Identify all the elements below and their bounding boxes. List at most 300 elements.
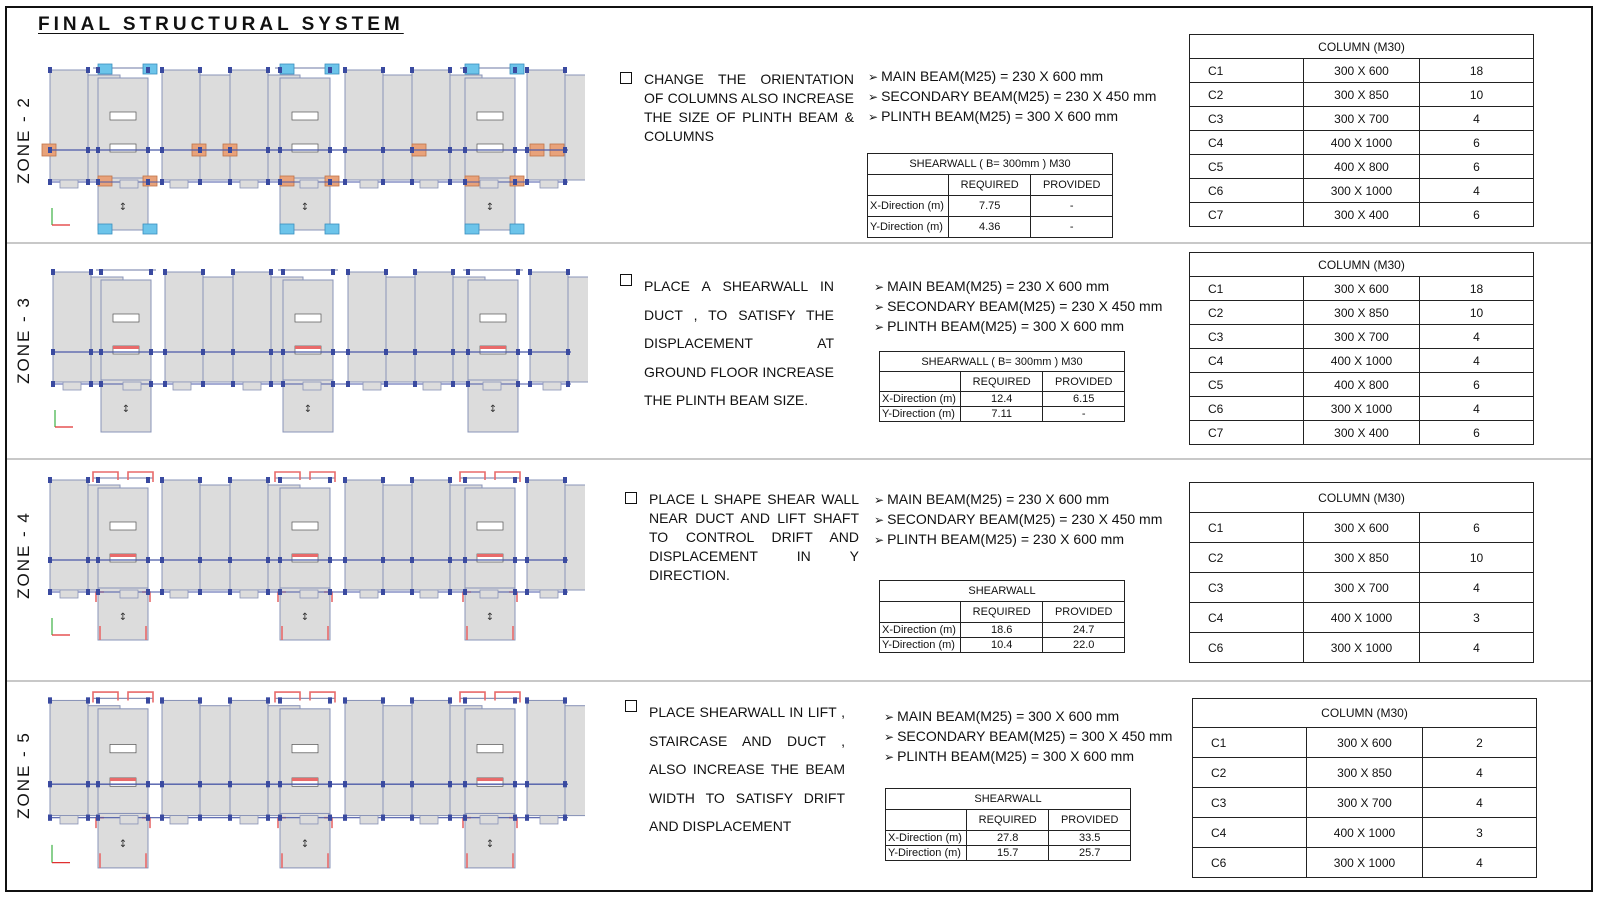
plan-step xyxy=(540,590,558,598)
plan-column xyxy=(48,179,52,185)
plan-column xyxy=(281,269,285,275)
plan-room xyxy=(565,706,585,816)
column-name: C1 xyxy=(1190,59,1304,83)
x-required-value: 27.8 xyxy=(967,831,1049,846)
plan-column xyxy=(513,477,517,483)
plan-column xyxy=(96,557,100,563)
column-name: C5 xyxy=(1190,155,1304,179)
plan-step xyxy=(300,180,318,188)
plan-column xyxy=(328,697,332,703)
plan-column xyxy=(266,477,270,483)
plan-room xyxy=(415,272,453,382)
plan-column xyxy=(48,67,52,73)
plan-column xyxy=(278,815,282,821)
plan-column xyxy=(160,477,164,483)
shear-wall-mark xyxy=(292,778,318,781)
plan-duct xyxy=(110,744,136,752)
plan-column xyxy=(513,815,517,821)
plan-core xyxy=(98,488,148,588)
plan-column xyxy=(343,67,347,73)
column-size: 300 X 700 xyxy=(1307,788,1423,818)
plan-column xyxy=(278,147,282,153)
note-text: PLACE A SHEARWALL IN DUCT , TO SATISFY THE DISPLACEMENT AT GROUND FLOOR INCREASE THE PLINTH BEAM SIZE. xyxy=(644,278,834,408)
column-table-title: COLUMN (M30) xyxy=(1190,253,1534,277)
plan-column xyxy=(146,589,150,595)
column-size: 300 X 600 xyxy=(1307,728,1423,758)
shear-wall-mark xyxy=(275,472,335,482)
plan-column xyxy=(86,477,90,483)
plan-column xyxy=(86,147,90,153)
plan-room xyxy=(348,272,386,382)
column-highlight-blue xyxy=(98,224,112,234)
column-highlight-blue xyxy=(98,64,112,74)
x-provided-value: 24.7 xyxy=(1043,623,1125,638)
plinth-beam-size: ➢ PLINTH BEAM(M25) = 300 X 600 mm xyxy=(884,747,1172,767)
column-count: 4 xyxy=(1420,107,1534,131)
plan-column xyxy=(266,815,270,821)
plan-column xyxy=(163,381,167,387)
note-text: CHANGE THE ORIENTATION OF COLUMNS ALSO INCREASE THE SIZE OF PLINTH BEAM & COLUMNS xyxy=(644,71,854,144)
plan-room xyxy=(50,700,88,815)
plan-column xyxy=(228,557,232,563)
plan-room xyxy=(162,70,200,180)
column-size: 300 X 850 xyxy=(1304,301,1420,325)
plan-column xyxy=(146,147,150,153)
plan-room xyxy=(568,277,588,382)
plan-column xyxy=(146,781,150,787)
plan-duct xyxy=(292,144,318,152)
plan-column xyxy=(331,381,335,387)
plan-column xyxy=(266,179,270,185)
plinth-beam-size: ➢ PLINTH BEAM(M25) = 230 X 600 mm xyxy=(874,530,1162,550)
plan-column xyxy=(466,381,470,387)
plan-column xyxy=(343,589,347,595)
plan-step xyxy=(423,382,441,390)
plan-step xyxy=(483,382,501,390)
plan-room xyxy=(412,700,450,815)
plan-room xyxy=(383,75,415,180)
column-name: C4 xyxy=(1190,131,1304,155)
plan-column xyxy=(513,589,517,595)
plan-column xyxy=(466,269,470,275)
plan-column xyxy=(231,349,235,355)
plan-column xyxy=(410,477,414,483)
plan-column xyxy=(463,477,467,483)
plan-step xyxy=(303,382,321,390)
x-direction-label: X-Direction (m) xyxy=(880,623,961,638)
plan-room xyxy=(530,272,568,382)
shear-wall-mark xyxy=(460,692,520,702)
empty-header-cell xyxy=(886,810,967,831)
plan-step xyxy=(120,590,138,598)
shearwall-table xyxy=(885,788,1131,861)
column-size: 300 X 1000 xyxy=(1304,397,1420,421)
checkbox-bullet-icon xyxy=(620,72,632,84)
plan-column xyxy=(96,147,100,153)
zone-separator xyxy=(7,680,1591,682)
plan-column xyxy=(525,589,529,595)
plan-room xyxy=(200,485,232,590)
required-header: REQUIRED xyxy=(949,175,1031,196)
plan-column xyxy=(343,477,347,483)
plan-column xyxy=(563,697,567,703)
column-count: 4 xyxy=(1420,349,1534,373)
column-count: 4 xyxy=(1423,788,1537,818)
plan-column xyxy=(228,697,232,703)
plan-column xyxy=(525,697,529,703)
x-provided-value: - xyxy=(1031,196,1113,217)
column-table xyxy=(1189,34,1534,227)
plan-column xyxy=(525,147,529,153)
plan-column xyxy=(146,557,150,563)
plan-column xyxy=(343,697,347,703)
column-name: C1 xyxy=(1190,277,1304,301)
y-direction-label: Y-Direction (m) xyxy=(886,846,967,861)
plan-step xyxy=(170,180,188,188)
plan-column xyxy=(563,815,567,821)
plan-column xyxy=(448,67,452,73)
plan-column xyxy=(410,179,414,185)
plan-column xyxy=(160,815,164,821)
column-name: C6 xyxy=(1193,848,1307,878)
plan-column xyxy=(96,781,100,787)
plan-column xyxy=(384,269,388,275)
column-size: 300 X 400 xyxy=(1304,421,1420,445)
plan-column xyxy=(86,815,90,821)
plan-column xyxy=(198,557,202,563)
plan-column xyxy=(463,147,467,153)
plan-column xyxy=(563,781,567,787)
column-name: C4 xyxy=(1190,349,1304,373)
column-highlight-blue xyxy=(280,64,294,74)
plan-room xyxy=(50,70,88,180)
provided-header: PROVIDED xyxy=(1049,810,1131,831)
column-table xyxy=(1189,252,1534,445)
plan-room xyxy=(345,700,383,815)
plan-column xyxy=(266,781,270,787)
plan-column xyxy=(463,815,467,821)
column-size: 300 X 400 xyxy=(1304,203,1420,227)
plan-column xyxy=(384,381,388,387)
y-direction-label: Y-Direction (m) xyxy=(880,407,961,422)
plan-column xyxy=(328,477,332,483)
plan-column xyxy=(448,477,452,483)
x-direction-label: X-Direction (m) xyxy=(880,392,961,407)
column-table xyxy=(1192,698,1537,878)
plan-column xyxy=(448,781,452,787)
column-count: 18 xyxy=(1420,59,1534,83)
plan-column xyxy=(328,781,332,787)
plan-room xyxy=(203,277,235,382)
plan-column xyxy=(525,477,529,483)
column-count: 3 xyxy=(1423,818,1537,848)
plan-column xyxy=(163,349,167,355)
shear-wall-mark xyxy=(110,554,136,557)
plan-column xyxy=(99,349,103,355)
plan-column xyxy=(381,589,385,595)
required-header: REQUIRED xyxy=(961,602,1043,623)
plan-column xyxy=(278,697,282,703)
plan-column xyxy=(228,67,232,73)
column-name: C1 xyxy=(1193,728,1307,758)
plan-room xyxy=(200,706,232,816)
plan-column xyxy=(48,815,52,821)
plan-column xyxy=(89,349,93,355)
plinth-beam-size: ➢ PLINTH BEAM(M25) = 300 X 600 mm xyxy=(868,107,1156,127)
plan-room xyxy=(527,700,565,815)
plan-column xyxy=(99,381,103,387)
plan-step xyxy=(120,816,138,824)
x-required-value: 18.6 xyxy=(961,623,1043,638)
plan-column xyxy=(563,179,567,185)
plan-duct xyxy=(480,314,506,322)
empty-header-cell xyxy=(868,175,949,196)
column-highlight-orange xyxy=(280,176,294,186)
column-size: 300 X 600 xyxy=(1304,513,1420,543)
plan-column xyxy=(463,557,467,563)
shearwall-table-title: SHEARWALL ( B= 300mm ) M30 xyxy=(868,154,1113,175)
provided-header: PROVIDED xyxy=(1031,175,1113,196)
column-highlight-blue xyxy=(465,64,479,74)
plan-room xyxy=(230,70,268,180)
column-highlight-blue xyxy=(510,224,524,234)
plan-duct xyxy=(295,314,321,322)
secondary-beam-size: ➢ SECONDARY BEAM(M25) = 230 X 450 mm xyxy=(874,297,1162,317)
column-size: 300 X 600 xyxy=(1304,277,1420,301)
plan-column xyxy=(228,147,232,153)
y-required-value: 15.7 xyxy=(967,846,1049,861)
plan-column xyxy=(86,781,90,787)
plan-duct xyxy=(110,144,136,152)
plinth-beam-size: ➢ PLINTH BEAM(M25) = 300 X 600 mm xyxy=(874,317,1162,337)
main-beam-size: ➢ MAIN BEAM(M25) = 230 X 600 mm xyxy=(868,67,1156,87)
plan-column xyxy=(160,147,164,153)
x-provided-value: 33.5 xyxy=(1049,831,1131,846)
plan-column xyxy=(328,815,332,821)
column-highlight-blue xyxy=(280,224,294,234)
checkbox-bullet-icon xyxy=(625,492,637,504)
beam-sizes xyxy=(874,277,1162,337)
plan-step xyxy=(123,382,141,390)
column-name: C2 xyxy=(1190,83,1304,107)
zone-separator xyxy=(7,458,1591,460)
plan-column xyxy=(86,589,90,595)
plan-column xyxy=(346,381,350,387)
plan-step xyxy=(480,590,498,598)
plan-room xyxy=(386,277,418,382)
plan-column xyxy=(278,67,282,73)
y-required-value: 10.4 xyxy=(961,638,1043,653)
column-name: C3 xyxy=(1193,788,1307,818)
plan-column xyxy=(86,67,90,73)
plan-stair-arrow: ↕ xyxy=(485,612,495,623)
plan-core xyxy=(465,709,515,814)
zone-label: ZONE - 2 xyxy=(14,96,33,184)
plan-column xyxy=(48,781,52,787)
plan-column xyxy=(266,697,270,703)
plan-column xyxy=(266,589,270,595)
plan-column xyxy=(160,67,164,73)
plan-column xyxy=(331,349,335,355)
plan-step xyxy=(420,590,438,598)
plan-column xyxy=(48,147,52,153)
plan-column xyxy=(48,557,52,563)
plan-column xyxy=(513,179,517,185)
column-name: C2 xyxy=(1190,301,1304,325)
plan-column xyxy=(381,781,385,787)
plan-column xyxy=(266,147,270,153)
plan-column xyxy=(278,179,282,185)
column-count: 4 xyxy=(1423,758,1537,788)
plan-column xyxy=(149,269,153,275)
column-name: C5 xyxy=(1190,373,1304,397)
plan-column xyxy=(381,697,385,703)
plan-room xyxy=(527,70,565,180)
plan-column xyxy=(278,477,282,483)
plan-duct xyxy=(477,144,503,152)
plan-column xyxy=(266,557,270,563)
plan-column xyxy=(563,589,567,595)
column-count: 6 xyxy=(1420,155,1534,179)
plan-step xyxy=(300,590,318,598)
column-count: 6 xyxy=(1420,203,1534,227)
plan-duct xyxy=(292,522,318,530)
plan-column xyxy=(228,815,232,821)
plan-step xyxy=(120,180,138,188)
secondary-beam-size: ➢ SECONDARY BEAM(M25) = 300 X 450 mm xyxy=(884,727,1172,747)
plan-stair-arrow: ↕ xyxy=(300,612,310,623)
plan-room xyxy=(412,70,450,180)
plan-room xyxy=(565,485,585,590)
column-count: 6 xyxy=(1420,513,1534,543)
y-provided-value: 25.7 xyxy=(1049,846,1131,861)
plan-column xyxy=(413,349,417,355)
column-size: 300 X 700 xyxy=(1304,107,1420,131)
column-table-title: COLUMN (M30) xyxy=(1190,35,1534,59)
y-provided-value: - xyxy=(1043,407,1125,422)
plan-column xyxy=(346,349,350,355)
plan-column xyxy=(413,269,417,275)
plan-duct xyxy=(110,522,136,530)
plan-column xyxy=(51,269,55,275)
plan-group xyxy=(48,692,585,868)
plan-column xyxy=(410,697,414,703)
zone-label: ZONE - 3 xyxy=(14,296,33,384)
plan-column xyxy=(228,781,232,787)
plan-core xyxy=(465,488,515,588)
beam-sizes xyxy=(884,707,1172,767)
plan-column xyxy=(281,349,285,355)
plan-group xyxy=(42,64,585,234)
column-name: C6 xyxy=(1190,397,1304,421)
x-provided-value: 6.15 xyxy=(1043,392,1125,407)
plan-column xyxy=(48,477,52,483)
plan-column xyxy=(448,179,452,185)
plan-column xyxy=(198,67,202,73)
column-size: 300 X 600 xyxy=(1304,59,1420,83)
plan-column xyxy=(328,179,332,185)
plan-stair-arrow: ↕ xyxy=(303,404,313,415)
plan-column xyxy=(96,477,100,483)
column-name: C3 xyxy=(1190,573,1304,603)
plan-column xyxy=(96,815,100,821)
y-provided-value: 22.0 xyxy=(1043,638,1125,653)
plan-column xyxy=(566,269,570,275)
plan-column xyxy=(513,67,517,73)
plan-column xyxy=(269,269,273,275)
plan-column xyxy=(463,781,467,787)
shearwall-table xyxy=(879,580,1125,653)
plan-column xyxy=(346,269,350,275)
plan-column xyxy=(566,349,570,355)
zone-label: ZONE - 5 xyxy=(14,731,33,819)
plan-column xyxy=(563,557,567,563)
column-size: 400 X 1000 xyxy=(1304,131,1420,155)
plan-room xyxy=(412,480,450,590)
column-count: 6 xyxy=(1420,421,1534,445)
plan-column xyxy=(410,147,414,153)
plan-column xyxy=(160,557,164,563)
plan-column xyxy=(343,557,347,563)
x-direction-label: X-Direction (m) xyxy=(886,831,967,846)
plan-step xyxy=(360,180,378,188)
provided-header: PROVIDED xyxy=(1043,602,1125,623)
plan-core xyxy=(283,280,333,380)
provided-header: PROVIDED xyxy=(1043,372,1125,392)
plan-column xyxy=(516,269,520,275)
floor-plan-zone-2 xyxy=(40,60,585,242)
plan-stair-arrow: ↕ xyxy=(118,838,128,851)
plan-column xyxy=(96,67,100,73)
plan-column xyxy=(410,557,414,563)
y-provided-value: - xyxy=(1031,217,1113,238)
plan-column xyxy=(278,781,282,787)
plan-room xyxy=(50,480,88,590)
column-size: 400 X 800 xyxy=(1304,155,1420,179)
floor-plan-zone-3 xyxy=(43,262,588,444)
column-size: 300 X 850 xyxy=(1307,758,1423,788)
plan-column xyxy=(516,349,520,355)
plan-column xyxy=(463,179,467,185)
column-size: 400 X 1000 xyxy=(1307,818,1423,848)
plan-step xyxy=(540,180,558,188)
plan-column xyxy=(278,557,282,563)
plan-column xyxy=(86,557,90,563)
empty-header-cell xyxy=(880,372,961,392)
column-name: C2 xyxy=(1190,543,1304,573)
plan-step xyxy=(360,816,378,824)
plan-duct xyxy=(292,112,318,120)
plan-column xyxy=(266,67,270,73)
plan-duct xyxy=(477,112,503,120)
plan-column xyxy=(198,179,202,185)
shear-wall-mark xyxy=(295,346,321,349)
plan-stair-arrow: ↕ xyxy=(485,202,495,213)
plan-column xyxy=(231,269,235,275)
column-highlight-orange xyxy=(98,176,112,186)
plan-duct xyxy=(292,744,318,752)
plan-column xyxy=(146,815,150,821)
plan-column xyxy=(201,381,205,387)
plan-room xyxy=(200,75,232,180)
column-highlight-orange xyxy=(465,176,479,186)
column-count: 4 xyxy=(1420,179,1534,203)
plan-column xyxy=(160,179,164,185)
plan-column xyxy=(381,179,385,185)
column-size: 400 X 1000 xyxy=(1304,349,1420,373)
column-name: C4 xyxy=(1193,818,1307,848)
plan-column xyxy=(146,477,150,483)
